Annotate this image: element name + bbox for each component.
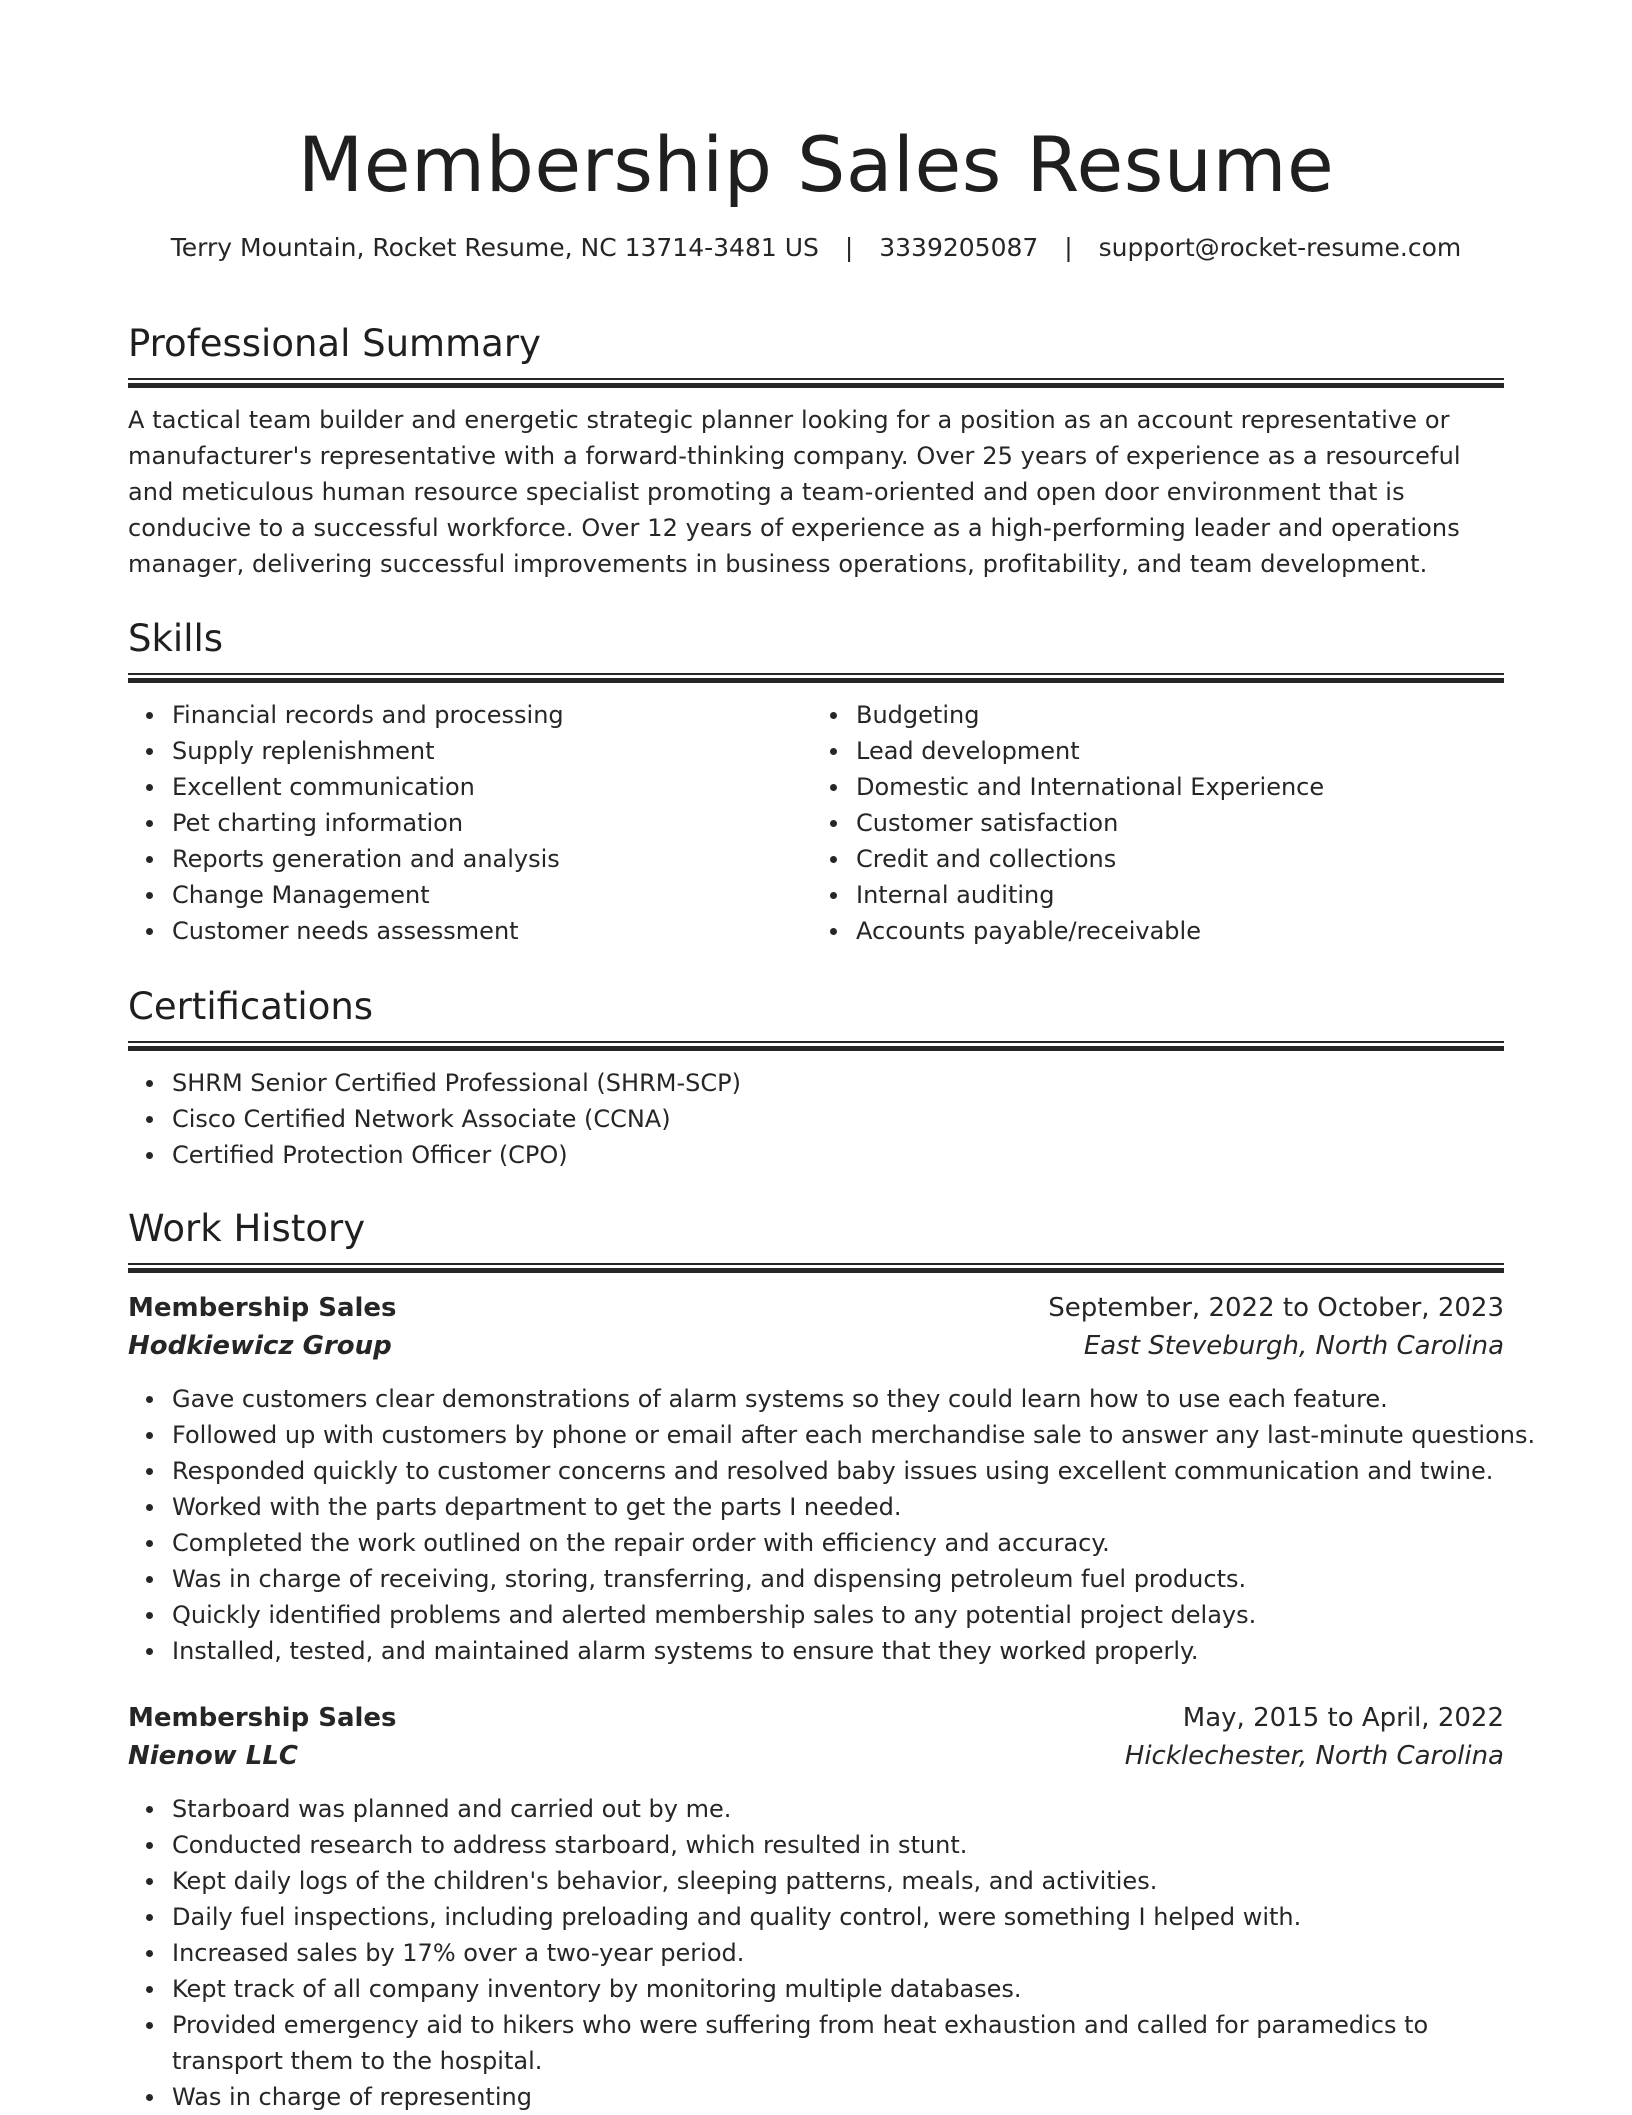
section-divider: [128, 673, 1504, 683]
skill-item: Supply replenishment: [172, 733, 806, 769]
skills-section: [128, 617, 1504, 949]
job-duty: Provided emergency aid to hikers who were suffering from heat exhaustion and called for paramedics to transport them to the hospital.: [172, 2007, 1504, 2079]
job-duty: Increased sales by 17% over a two-year period.: [172, 1935, 1504, 1971]
job-duty: Installed, tested, and maintained alarm systems to ensure that they worked properly.: [172, 1633, 1504, 1669]
work-history-section: [128, 1207, 1536, 2115]
skill-item: Customer needs assessment: [172, 913, 806, 949]
skill-item: Credit and collections: [856, 841, 1490, 877]
job-dates: May, 2015 to April, 2022: [1182, 1703, 1504, 1733]
skill-item: Domestic and International Experience: [856, 769, 1490, 805]
summary-heading: Professional Summary: [128, 322, 541, 365]
job-duty: Worked with the parts department to get the parts I needed.: [172, 1489, 1504, 1525]
job-duty: Was in charge of representing: [172, 2079, 1504, 2115]
job-duty: Was in charge of receiving, storing, transferring, and dispensing petroleum fuel products.: [172, 1561, 1504, 1597]
skill-item: Excellent communication: [172, 769, 806, 805]
resume-title: Membership Sales Resume: [297, 120, 1335, 209]
contact-email: support@rocket-resume.com: [1098, 233, 1462, 262]
skill-item: Internal auditing: [856, 877, 1490, 913]
job-duty: Quickly identified problems and alerted membership sales to any potential project delays.: [172, 1597, 1504, 1633]
job-duty: Daily fuel inspections, including preloading and quality control, were something I helped with.: [172, 1899, 1504, 1935]
job-duty: Completed the work outlined on the repair order with efficiency and accuracy.: [172, 1525, 1504, 1561]
job-duty: Gave customers clear demonstrations of alarm systems so they could learn how to use each feature.: [172, 1381, 1504, 1417]
job-company: Nienow LLC: [128, 1741, 298, 1771]
skill-item: Change Management: [172, 877, 806, 913]
job-duty: Kept daily logs of the children's behavior, sleeping patterns, meals, and activities.: [172, 1863, 1504, 1899]
skill-item: Reports generation and analysis: [172, 841, 806, 877]
job-duty: Followed up with customers by phone or email after each merchandise sale to answer any last-minute questions.: [172, 1417, 1504, 1453]
job-company: Hodkiewicz Group: [128, 1331, 392, 1361]
job-role: Membership Sales: [128, 1703, 397, 1733]
job-entry: [128, 1699, 1504, 2115]
section-divider: [128, 1041, 1504, 1051]
certification-item: Certified Protection Officer (CPO): [172, 1137, 1504, 1173]
certifications-section: [128, 985, 1504, 1173]
resume-page: [128, 0, 1536, 2111]
skill-item: Pet charting information: [172, 805, 806, 841]
job-location: East Steveburgh, North Carolina: [1083, 1331, 1504, 1361]
work-history-heading: Work History: [128, 1207, 366, 1250]
job-subheader: [128, 1737, 1504, 1775]
skill-item: Lead development: [856, 733, 1490, 769]
job-subheader: [128, 1327, 1504, 1365]
skill-item: Budgeting: [856, 697, 1490, 733]
contact-separator: |: [1064, 233, 1073, 262]
summary-text: A tactical team builder and energetic strategic planner looking for a position as an account representative or manufacturer's representative with a forward-thinking company. Over 25 years of experience as a resourceful and meticulous human resource specialist promoting a team-oriented and open door environment that is conducive to a successful workforce. Over 12 years of experience as a high-performing leader and operations manager, delivering successful improvements in business operations, profitability, and team development.: [128, 406, 1461, 578]
job-duty: Conducted research to address starboard, which resulted in stunt.: [172, 1827, 1504, 1863]
contact-phone: 3339205087: [879, 233, 1039, 262]
contact-address: Terry Mountain, Rocket Resume, NC 13714-3481 US: [170, 233, 819, 262]
job-header: [128, 1289, 1504, 1327]
skill-item: Customer satisfaction: [856, 805, 1490, 841]
section-divider: [128, 1263, 1504, 1273]
job-entry: [128, 1289, 1536, 1669]
job-duties-list: [128, 1381, 1536, 1669]
job-role: Membership Sales: [128, 1293, 397, 1323]
job-duties-list: [128, 1791, 1504, 2115]
job-location: Hicklechester, North Carolina: [1124, 1741, 1504, 1771]
job-header: [128, 1699, 1504, 1737]
job-duty: Responded quickly to customer concerns and resolved baby issues using excellent communication and twine.: [172, 1453, 1504, 1489]
job-duty: Kept track of all company inventory by monitoring multiple databases.: [172, 1971, 1504, 2007]
skill-item: Financial records and processing: [172, 697, 806, 733]
job-dates: September, 2022 to October, 2023: [1048, 1293, 1504, 1323]
certification-item: Cisco Certified Network Associate (CCNA): [172, 1101, 1504, 1137]
section-divider: [128, 378, 1504, 388]
skills-list-left: [128, 697, 806, 949]
certifications-heading: Certifications: [128, 985, 374, 1028]
skills-heading: Skills: [128, 617, 224, 660]
skills-list-right: [806, 697, 1490, 949]
contact-line: [128, 232, 1504, 264]
summary-section: [128, 322, 1504, 582]
skill-item: Accounts payable/receivable: [856, 913, 1490, 949]
contact-separator: |: [844, 233, 854, 262]
certification-item: SHRM Senior Certified Professional (SHRM-SCP): [172, 1065, 1504, 1101]
skills-columns: [128, 683, 1504, 949]
job-duty: Starboard was planned and carried out by me.: [172, 1791, 1504, 1827]
certifications-list: [128, 1065, 1504, 1173]
